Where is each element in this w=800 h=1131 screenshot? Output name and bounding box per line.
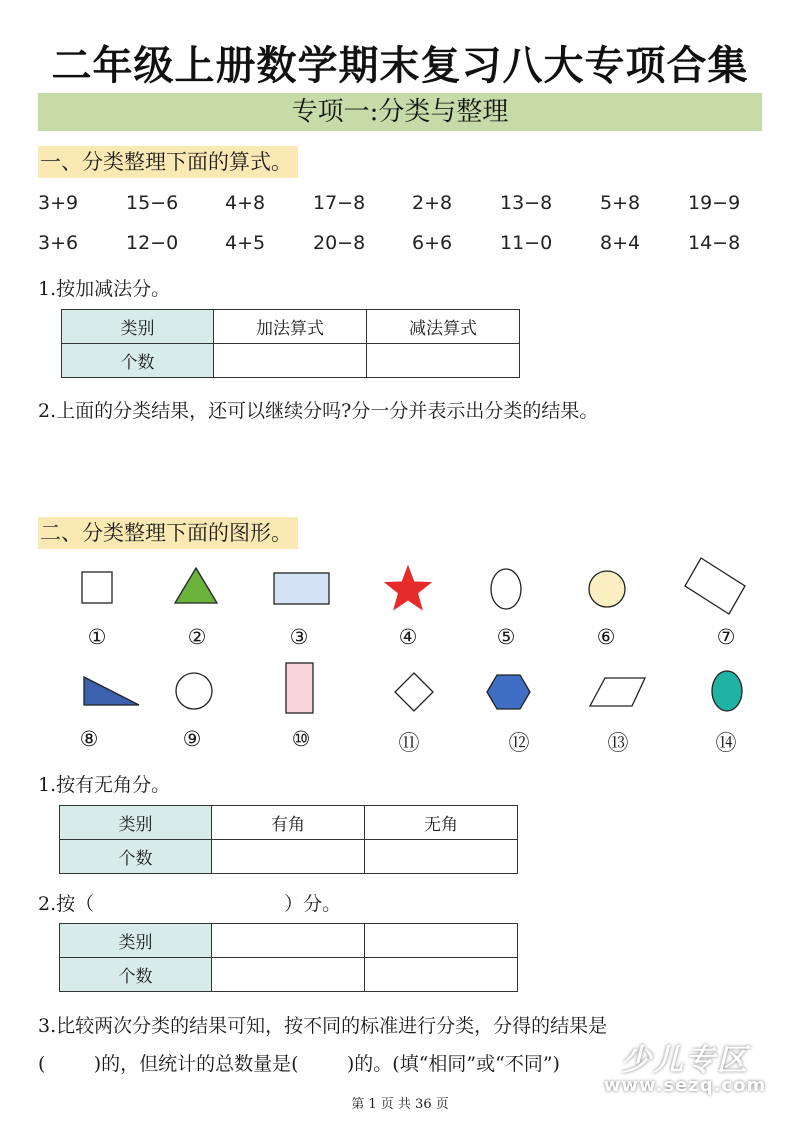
parallelogram-shape (587, 673, 649, 713)
expression: 20−8 (313, 232, 366, 254)
add-sub-table (61, 309, 520, 378)
expression: 17−8 (313, 192, 366, 214)
question-2-2-prefix: 2.按（ (38, 893, 95, 915)
answer-cell[interactable] (212, 924, 365, 958)
rectangle-shape (271, 569, 333, 609)
page-title: 二年级上册数学期末复习八大专项合集 (51, 43, 749, 89)
angle-table (59, 805, 518, 874)
shape-number: ④ (398, 625, 418, 649)
expression-row-2 (38, 232, 778, 258)
watermark-brand: 少儿专区 (621, 1043, 749, 1078)
table-header-cell: 类别 (62, 310, 214, 344)
section-banner: 专项一:分类与整理 (38, 93, 762, 131)
table-row-label: 个数 (60, 840, 212, 874)
question-1-1: 1.按加减法分。 (38, 278, 171, 300)
table-header-cell: 有角 (212, 806, 365, 840)
section1-heading: 一、分类整理下面的算式。 (38, 146, 298, 178)
table-header-cell: 减法算式 (367, 310, 520, 344)
answer-cell[interactable] (214, 344, 367, 378)
answer-cell[interactable] (365, 924, 518, 958)
section2-heading: 二、分类整理下面的图形。 (38, 517, 298, 549)
expression: 12−0 (126, 232, 179, 254)
expression: 19−9 (688, 192, 741, 214)
question-2-3-line2: ( )的，但统计的总数量是( )的。(填“相同”或“不同”) (38, 1053, 560, 1075)
expression: 2+8 (412, 192, 453, 214)
answer-cell[interactable] (212, 840, 365, 874)
answer-cell[interactable] (365, 958, 518, 992)
rectangle-shape (282, 660, 318, 716)
hexagon-shape (485, 672, 533, 712)
watermark-url: www.sezq.com (603, 1075, 767, 1096)
question-2-2-suffix: ）分。 (284, 893, 342, 915)
right-triangle-shape (81, 672, 143, 712)
tilted-rectangle-shape (682, 555, 748, 621)
custom-table (59, 923, 518, 992)
expression: 4+8 (225, 192, 266, 214)
shape-number: ⑩ (291, 727, 311, 751)
square-fill (82, 572, 112, 603)
expression: 11−0 (500, 232, 553, 254)
question-2-1: 1.按有无角分。 (38, 774, 171, 796)
shape-number: ⑭ (715, 731, 737, 755)
question-2-3-line1: 3.比较两次分类的结果可知，按不同的标准进行分类，分得的结果是 (38, 1015, 608, 1037)
shape-number: ⑥ (596, 625, 616, 649)
star-shape (383, 563, 433, 611)
table-header-cell: 类别 (60, 924, 212, 958)
shape-number: ⑫ (508, 731, 530, 755)
ellipse-shape (708, 667, 748, 717)
question-1-2: 2.上面的分类结果，还可以继续分吗?分一分并表示出分类的结果。 (38, 400, 599, 422)
shape-number: ⑤ (496, 625, 516, 649)
watermark-logo (585, 1035, 785, 1096)
table-header-cell: 加法算式 (214, 310, 367, 344)
shape-number: ① (87, 625, 107, 649)
shape-number: ② (187, 625, 207, 649)
shape-number: ⑬ (607, 731, 629, 755)
expression: 3+9 (38, 192, 79, 214)
shape-number: ⑪ (398, 731, 420, 755)
shape-number: ⑦ (716, 625, 736, 649)
expression: 5+8 (600, 192, 641, 214)
expression: 13−8 (500, 192, 553, 214)
square-shape (75, 566, 120, 611)
table-row-label: 个数 (62, 344, 214, 378)
shape-number: ⑧ (79, 727, 99, 751)
shape-number: ③ (289, 625, 309, 649)
expression: 6+6 (412, 232, 453, 254)
expression: 4+5 (225, 232, 266, 254)
circle-shape (173, 670, 217, 714)
answer-cell[interactable] (212, 958, 365, 992)
circle-shape (585, 568, 630, 610)
answer-cell[interactable] (365, 840, 518, 874)
expression-row-1 (38, 192, 778, 218)
expression: 8+4 (600, 232, 641, 254)
table-header-cell: 类别 (60, 806, 212, 840)
diamond-shape (392, 670, 436, 714)
expression: 14−8 (688, 232, 741, 254)
expression: 3+6 (38, 232, 79, 254)
table-header-cell: 无角 (365, 806, 518, 840)
answer-cell[interactable] (367, 344, 520, 378)
expression: 15−6 (126, 192, 179, 214)
question-2-2 (38, 889, 341, 916)
table-row-label: 个数 (60, 958, 212, 992)
shape-number: ⑨ (182, 727, 202, 751)
ellipse-shape (487, 564, 527, 614)
triangle-shape (172, 563, 222, 608)
page-footer: 第 1 页 共 36 页 (351, 1097, 449, 1112)
